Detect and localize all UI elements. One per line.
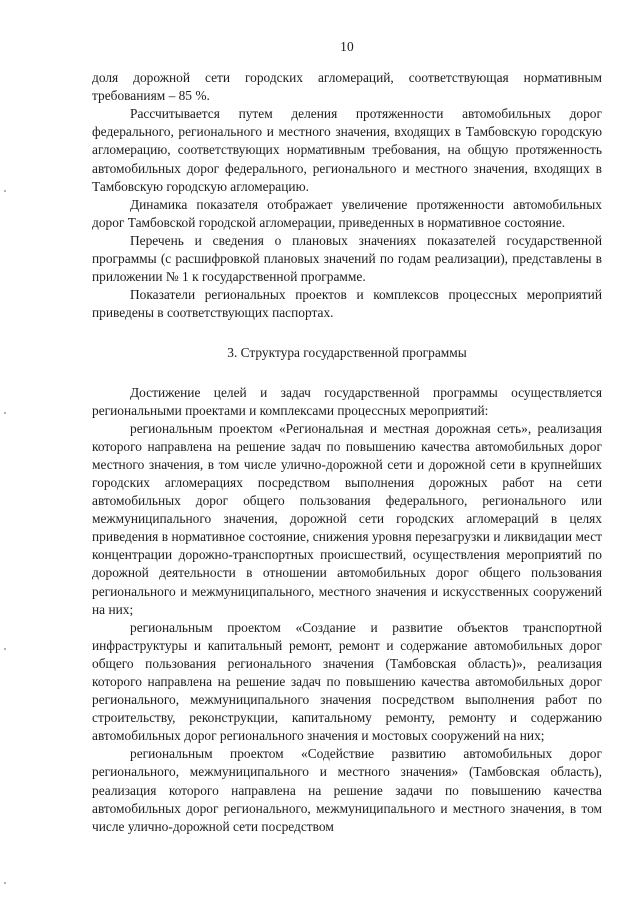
scan-margin-mark — [4, 412, 6, 414]
scan-margin-mark — [4, 882, 6, 884]
paragraph-indicator-dynamics: Динамика показателя отображает увеличение протяженности автомобильных дорог Тамбовской городской агломерации, приведенных в нормативное состояние. — [92, 196, 602, 230]
document-page — [92, 38, 602, 836]
scan-margin-mark — [4, 190, 6, 192]
paragraph-project-road-network: региональным проектом «Региональная и местная дорожная сеть», реализация которого направлена на решение задач по повышению качества автомобильных дорог местного значения, в том числе улично-дорожной сети и дорожной сети в крупнейших городских агломерациях посредством выполнения дорожных работ на сети автомобильных дорог общего пользования федерального, регионального или межмуниципального значения, дорожной сети городских агломераций в целях приведения в нормативное состояние, снижения уровня перезагрузки и ликвидации мест концентрации дорожно-транспортных происшествий, осуществления мероприятий по дорожной деятельности в отношении автомобильных дорог общего пользования регионального и межмуниципального, местного значения и искусственных сооружений на них; — [92, 420, 602, 617]
paragraph-indicator-list: Перечень и сведения о плановых значениях показателей государственной программы (с расшифровкой плановых значений по годам реализации), представлены в приложении № 1 к государственной программе. — [92, 232, 602, 285]
paragraph-project-indicators: Показатели региональных проектов и комплексов процессных мероприятий приведены в соответствующих паспортах. — [92, 287, 602, 321]
paragraph-goals-intro: Достижение целей и задач государственной программы осуществляется региональными проектами и комплексами процессных мероприятий: — [92, 384, 602, 418]
page-number: 10 — [340, 39, 354, 54]
paragraph-project-infrastructure: региональным проектом «Создание и развитие объектов транспортной инфраструктуры и капитальный ремонт, ремонт и содержание автомобильных дорог общего пользования регионального значения (Тамбовская область)», реализация которого направлена на решение задач по повышению качества автомобильных дорог регионального, межмуниципального значения посредством выполнения работ по строительству, реконструкции, капитальному ремонту, ремонту и содержанию автомобильных дорог регионального значения и мостовых сооружений на них; — [92, 619, 602, 744]
scan-margin-mark — [4, 648, 6, 650]
paragraph-project-road-development: региональным проектом «Содействие развитию автомобильных дорог регионального, межмуниципального и местного значения» (Тамбовская область), реализация которого направлена на решение задачи по повышению качества автомобильных дорог регионального, межмуниципального и местного значения, в том числе улично-дорожной сети посредством — [92, 746, 602, 834]
paragraph-calculation-method: Рассчитывается путем деления протяженности автомобильных дорог федерального, регионального и местного значения, входящих в Тамбовскую городскую агломерацию, соответствующих нормативным требования, на общую протяженность автомобильных дорог федерального, регионального и местного значения, входящих в Тамбовскую городскую агломерацию. — [92, 106, 602, 194]
section-heading: 3. Структура государственной программы — [227, 345, 467, 361]
paragraph-continuation: доля дорожной сети городских агломераций, соответствующая нормативным требованиям – 85 %. — [92, 70, 602, 104]
